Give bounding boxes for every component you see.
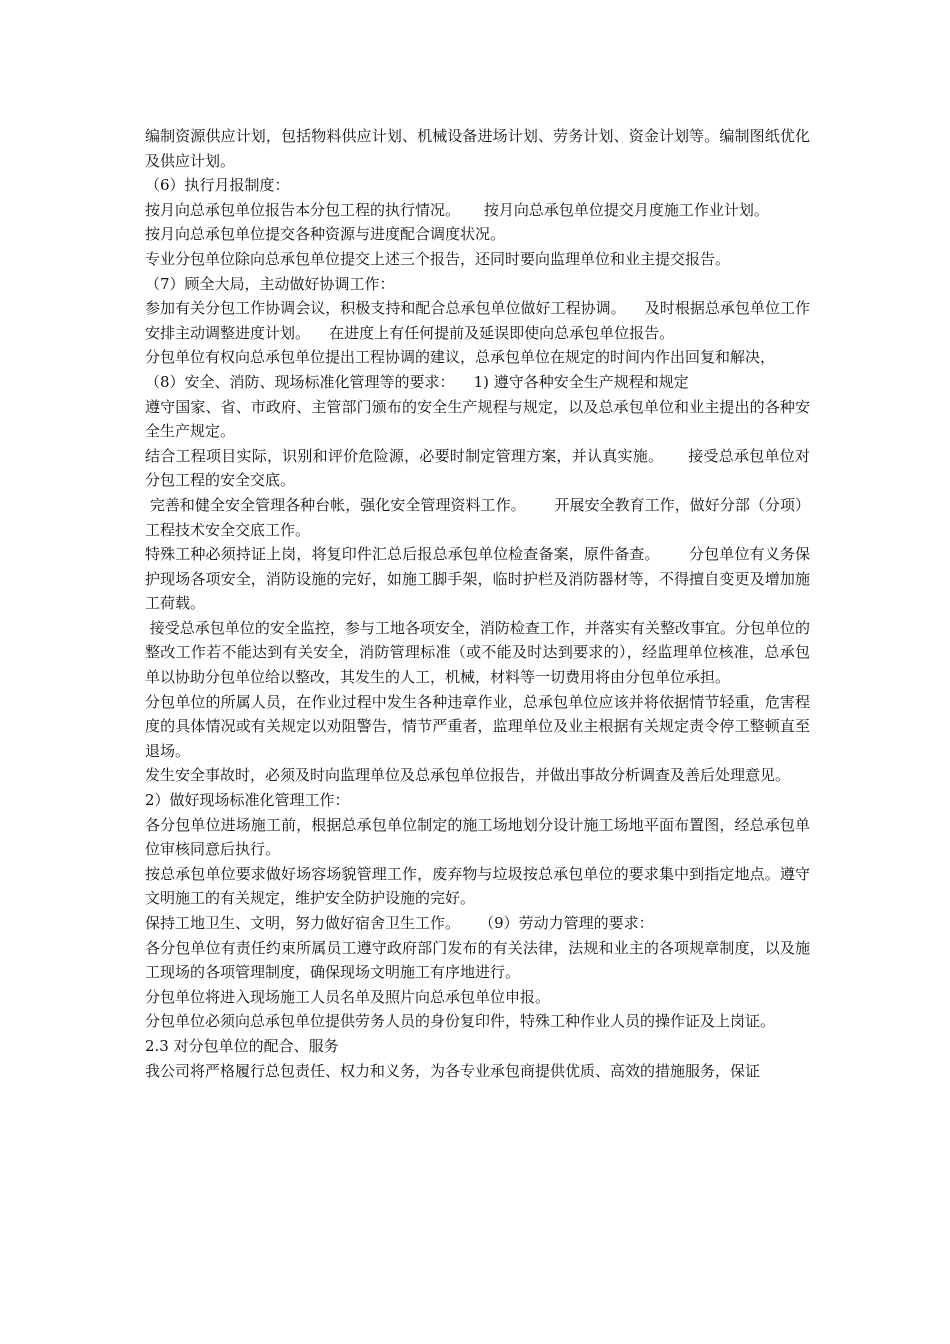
heading-coordination: （7）顾全大局，主动做好协调工作： xyxy=(145,274,395,293)
paragraph-safety-monitoring: 接受总承包单位的安全监控，参与工地各项安全，消防检查工作，并落实有关整改事宜。分包单位的整改工作若不能达到有关安全，消防管理标准（或不能及时达到要求的），经监理单位核准，总承包单以协助分包单位给以整改，其发生的人工，机械，材料等一切费用将由分包单位承担。 xyxy=(145,618,810,687)
paragraph-safety-regulations: 遵守国家、省、市政府、主管部门颁布的安全生产规程与规定，以及总承包单位和业主提出的各种安全生产规定。 xyxy=(145,397,810,441)
paragraph-special-trades: 特殊工种必须持证上岗，将复印件汇总后报总承包单位检查备案，原件备查。 分包单位有义务保护现场各项安全，消防设施的完好，如施工脚手架，临时护栏及消防器材等，不得擅自变更及增加施工荷载。 xyxy=(145,545,810,613)
paragraph-site-appearance: 按总承包单位要求做好场容场貌管理工作，废弃物与垃圾按总承包单位的要求集中到指定地点。遵守文明施工的有关规定，维护安全防护设施的完好。 xyxy=(145,864,810,908)
paragraph-hazard-identification: 结合工程项目实际，识别和评价危险源，必要时制定管理方案，并认真实施。 接受总承包单位对分包工程的安全交底。 xyxy=(145,446,810,490)
paragraph-site-layout: 各分包单位进场施工前，根据总承包单位制定的施工场地划分设计施工场地平面布置图，经总承包单位审核同意后执行。 xyxy=(145,815,810,859)
heading-monthly-report: （6）执行月报制度： xyxy=(145,176,290,195)
paragraph-accident-report: 发生安全事故时，必须及时向监理单位及总承包单位报告，并做出事故分析调查及善后处理意见。 xyxy=(145,766,791,785)
paragraph-coordination-suggestion: 分包单位有权向总承包单位提出工程协调的建议，总承包单位在规定的时间内作出回复和解决， xyxy=(145,348,776,367)
heading-site-standardization: 2）做好现场标准化管理工作： xyxy=(145,791,350,810)
heading-section-2-3: 2.3 对分包单位的配合、服务 xyxy=(145,1036,339,1055)
paragraph-employee-compliance: 各分包单位有责任约束所属员工遵守政府部门发布的有关法律，法规和业主的各项规章制度，以及施工现场的各项管理制度，确保现场文明施工有序地进行。 xyxy=(145,938,810,982)
paragraph-coordination-meeting: 参加有关分包工作协调会议，积极支持和配合总承包单位做好工程协调。 及时根据总承包单位工作安排主动调整进度计划。 在进度上有任何提前及延误即使向总承包单位报告。 xyxy=(145,299,810,342)
paragraph-id-certificates: 分包单位必须向总承包单位提供劳务人员的身份复印件，特殊工种作业人员的操作证及上岗证。 xyxy=(145,1012,776,1031)
paragraph-monthly-execution: 按月向总承包单位报告本分包工程的执行情况。 按月向总承包单位提交月度施工作业计划。 xyxy=(145,200,769,219)
paragraph-safety-records: 完善和健全安全管理各种台帐，强化安全管理资料工作。 开展安全教育工作，做好分部（分项）工程技术安全交底工作。 xyxy=(145,495,810,539)
paragraph-three-reports: 专业分包单位除向总承包单位提交上述三个报告，还同时要向监理单位和业主提交报告。 xyxy=(145,249,731,268)
paragraph-general-contract-duty: 我公司将严格履行总包责任、权力和义务，为各专业承包商提供优质、高效的措施服务，保证 xyxy=(145,1061,761,1080)
paragraph-hygiene-labor: 保持工地卫生、文明，努力做好宿舍卫生工作。 （9）劳动力管理的要求： xyxy=(145,914,654,932)
paragraph-violations: 分包单位的所属人员，在作业过程中发生各种违章作业，总承包单位应该并将依据情节轻重，危害程度的具体情况或有关规定以劝阻警告，情节严重者，监理单位及业主根据有关规定责令停工整顿直至退场。 xyxy=(145,692,810,760)
paragraph-resource-status: 按月向总承包单位提交各种资源与进度配合调度状况。 xyxy=(145,225,506,244)
document-page xyxy=(145,124,810,1083)
paragraph-resource-plan: 编制资源供应计划，包括物料供应计划、机械设备进场计划、劳务计划、资金计划等。编制图纸优化及供应计划。 xyxy=(145,127,810,170)
paragraph-personnel-list: 分包单位将进入现场施工人员名单及照片向总承包单位申报。 xyxy=(145,987,551,1006)
heading-safety: （8）安全、消防、现场标准化管理等的要求： 1) 遵守各种安全生产规程和规定 xyxy=(145,372,689,391)
